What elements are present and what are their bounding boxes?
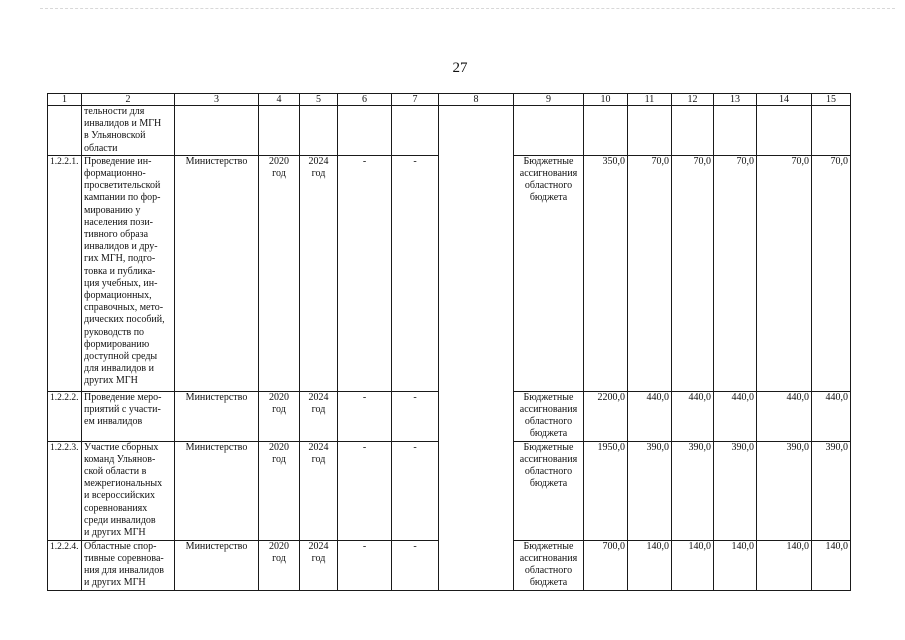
- row-end: 2024 год: [308, 441, 329, 465]
- row-start: 2020 год: [269, 391, 289, 416]
- col-number-11: 11: [628, 94, 672, 106]
- col-number-9: 9: [514, 94, 584, 106]
- row-start: 2020 год: [269, 441, 289, 465]
- row-source: Бюджетные ассигнования областного бюджета: [519, 155, 578, 204]
- row-year-5: 140,0: [812, 540, 851, 590]
- row-code: 1.2.2.2.: [48, 391, 82, 441]
- row-code: 1.2.2.4.: [48, 540, 82, 590]
- row-source: Бюджетные ассигнования областного бюджета: [519, 391, 578, 440]
- row-end: 2024 год: [308, 391, 329, 416]
- row-executor: Министерство: [175, 441, 259, 540]
- row-year-4: 70,0: [757, 155, 812, 391]
- col-number-12: 12: [672, 94, 714, 106]
- row-end: 2024 год: [308, 155, 329, 180]
- row-name: Проведение меро- приятий с участи- ем инвалидов: [84, 391, 162, 428]
- row-executor: Министерство: [175, 540, 259, 590]
- row-code: 1.2.2.1.: [48, 155, 82, 391]
- row-year-1: 390,0: [628, 441, 672, 540]
- row-col6: -: [338, 391, 392, 441]
- row-year-2: 390,0: [672, 441, 714, 540]
- col-number-4: 4: [259, 94, 300, 106]
- row-year-2: 140,0: [672, 540, 714, 590]
- row-year-4: 440,0: [757, 391, 812, 441]
- scan-artifact-line: [40, 8, 895, 9]
- column-number-row: [48, 94, 851, 106]
- row-total: 1950,0: [584, 441, 628, 540]
- row-col7: -: [392, 441, 439, 540]
- row-start: 2020 год: [269, 155, 289, 180]
- continuation-name: тельности для инвалидов и МГН в Ульяновской области: [84, 106, 162, 154]
- col-number-8: 8: [439, 94, 514, 106]
- row-executor: Министерство: [175, 155, 259, 391]
- col-number-2: 2: [82, 94, 175, 106]
- row-year-2: 70,0: [672, 155, 714, 391]
- row-source: Бюджетные ассигнования областного бюджета: [519, 540, 578, 589]
- col-number-14: 14: [757, 94, 812, 106]
- row-year-5: 70,0: [812, 155, 851, 391]
- row-year-3: 70,0: [714, 155, 757, 391]
- page-number: 27: [452, 60, 468, 76]
- row-year-1: 70,0: [628, 155, 672, 391]
- continuation-row: [48, 106, 851, 156]
- row-code: 1.2.2.3.: [48, 441, 82, 540]
- row-col7: -: [392, 540, 439, 590]
- row-end: 2024 год: [308, 540, 329, 564]
- row-name: Проведение ин- формационно- просветительской кампании по фор- мированию у населения пози- тивного образа инвалидов и дру- гих МГН, подго- товка и публика- ция учебных, ин- формационных, справочных, мето- дических пособий, руководств по формированию доступной среды для инвалидов и других МГН: [84, 155, 165, 387]
- col-number-5: 5: [300, 94, 338, 106]
- program-table: [47, 93, 851, 591]
- col-number-7: 7: [392, 94, 439, 106]
- row-total: 700,0: [584, 540, 628, 590]
- col-number-13: 13: [714, 94, 757, 106]
- row-year-1: 140,0: [628, 540, 672, 590]
- row-col6: -: [338, 155, 392, 391]
- col-number-3: 3: [175, 94, 259, 106]
- row-year-4: 140,0: [757, 540, 812, 590]
- row-year-3: 390,0: [714, 441, 757, 540]
- col-number-6: 6: [338, 94, 392, 106]
- row-start: 2020 год: [269, 540, 289, 564]
- col-number-1: 1: [48, 94, 82, 106]
- row-total: 2200,0: [584, 391, 628, 441]
- row-total: 350,0: [584, 155, 628, 391]
- col-number-15: 15: [812, 94, 851, 106]
- row-source: Бюджетные ассигнования областного бюджета: [519, 441, 578, 490]
- row-name: Областные спор- тивные соревнова- ния для инвалидов и других МГН: [84, 540, 164, 589]
- row-year-3: 140,0: [714, 540, 757, 590]
- row-col7: -: [392, 391, 439, 441]
- row-col6: -: [338, 540, 392, 590]
- row-year-4: 390,0: [757, 441, 812, 540]
- row-name: Участие сборных команд Ульянов- ской области в межрегиональных и всероссийских соревнованиях среди инвалидов и других МГН: [84, 441, 163, 539]
- row-year-1: 440,0: [628, 391, 672, 441]
- row-col7: -: [392, 155, 439, 391]
- row-year-2: 440,0: [672, 391, 714, 441]
- row-col6: -: [338, 441, 392, 540]
- row-year-5: 390,0: [812, 441, 851, 540]
- row-executor: Министерство: [175, 391, 259, 441]
- row-year-5: 440,0: [812, 391, 851, 441]
- col-number-10: 10: [584, 94, 628, 106]
- row-year-3: 440,0: [714, 391, 757, 441]
